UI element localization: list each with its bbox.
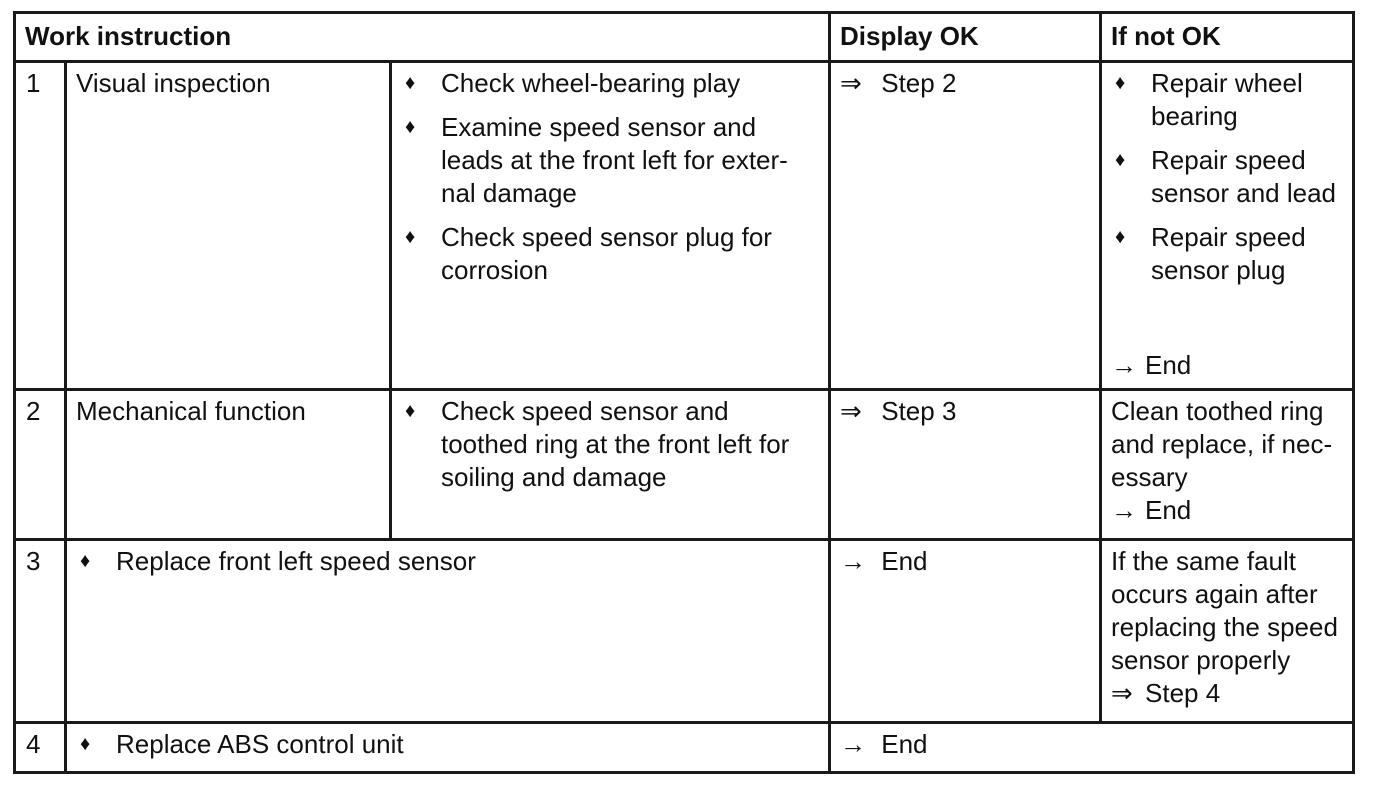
list-item: ♦ Check speed sensor and toothed ring at the front left for soiling and damage [405,396,790,492]
bullet-icon: ♦ [405,226,416,248]
if-not-ok-cell [1101,62,1354,390]
header-if-not-ok: If not OK [1101,13,1354,62]
instruction-list [401,395,819,494]
step-number: 1 [15,62,66,390]
step-number: 3 [15,540,66,723]
bullet-icon: ♦ [405,400,416,422]
if-not-ok-cell [1101,390,1354,540]
table-row [15,540,1354,723]
instruction-cell [66,540,830,723]
next-step-text: End [881,729,928,759]
list-item: ♦ Repair wheel bearing [1115,68,1303,131]
bullet-icon: ♦ [405,116,416,138]
double-arrow-icon: ⇒ [840,68,862,98]
list-item: ♦ Repair speed sensor plug [1115,222,1306,285]
table-row [15,723,1354,773]
arrow-right-icon: → [1111,350,1137,380]
instruction-list [76,545,819,578]
bullet-icon: ♦ [1115,72,1126,94]
list-item: ♦ Replace front left speed sensor [80,546,476,576]
next-step-line: ⇒ Step 4 [1111,678,1221,708]
instruction-list [76,728,819,761]
list-item: ♦ Check wheel-bearing play [405,68,741,98]
if-not-ok-cell [1101,540,1354,723]
header-display-ok: Display OK [830,13,1101,62]
step-name: Mechanical function [66,390,391,540]
step-number: 4 [15,723,66,773]
instruction-list [401,67,819,287]
instruction-cell [391,390,830,540]
work-instruction-table [13,11,1355,774]
arrow-right-icon: → [840,729,866,759]
next-step-text: Step 3 [881,396,957,426]
bullet-icon: ♦ [405,72,416,94]
list-item: ♦ Repair speed sensor and lead [1115,145,1337,208]
instruction-cell [66,723,830,773]
remedy-list [1111,67,1343,287]
list-item: ♦ Examine speed sensor and leads at the front left for exter-nal damage [405,112,788,208]
double-arrow-icon: ⇒ [1111,678,1133,708]
table-row [15,390,1354,540]
bullet-icon: ♦ [1115,226,1126,248]
end-line: → End [1111,495,1192,525]
step-number: 2 [15,390,66,540]
next-step-text: End [881,546,928,576]
double-arrow-icon: ⇒ [840,396,862,426]
list-item: ♦ Replace ABS control unit [80,729,404,759]
bullet-icon: ♦ [80,550,91,572]
display-ok-cell [830,62,1101,390]
remedy-text: If the same fault occurs again after replacing the speed sensor properly [1111,546,1338,675]
display-ok-cell [830,723,1354,773]
display-ok-cell [830,540,1101,723]
step-name: Visual inspection [66,62,391,390]
end-line: → End [1111,350,1192,380]
table-row [15,62,1354,390]
header-row [15,13,1354,62]
remedy-text: Clean toothed ring and replace, if nec-essary [1111,396,1333,492]
header-work-instruction: Work instruction [15,13,830,62]
bullet-icon: ♦ [1115,149,1126,171]
display-ok-cell [830,390,1101,540]
bullet-icon: ♦ [80,733,91,755]
arrow-right-icon: → [840,546,866,576]
arrow-right-icon: → [1111,495,1137,525]
next-step-text: Step 2 [881,68,957,98]
instruction-cell [391,62,830,390]
list-item: ♦ Check speed sensor plug for corrosion [405,222,772,285]
